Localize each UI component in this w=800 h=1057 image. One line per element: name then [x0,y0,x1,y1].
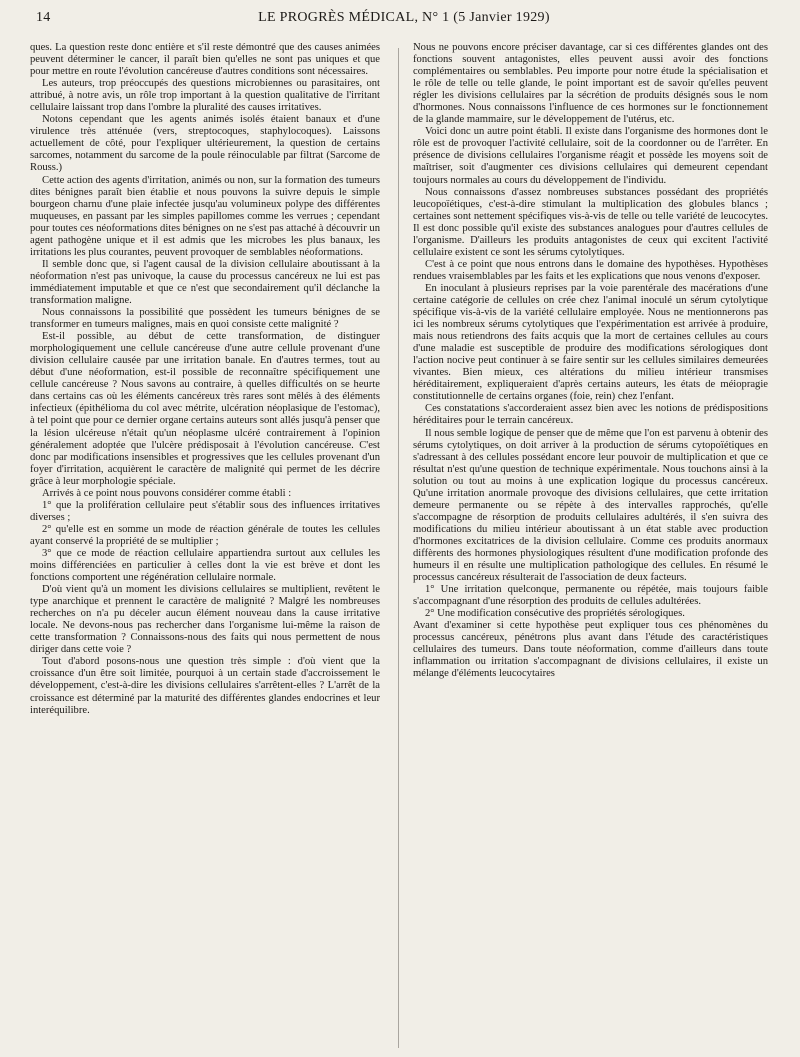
paragraph: D'où vient qu'à un moment les divisions cellulaires se multiplient, revêtent le type anarchique et prennent le caractère de malignité ? Malgré les nombreuses recherches on n'a pu déceler aucun élément nouveau dans la cause irritative locale. Ne devons-nous pas rechercher dans l'organisme lui-même la raison de cette transformation ? Connaissons-nous des faits qui nous permettent de nous diriger dans cette voie ? [30,584,380,656]
running-title: LE PROGRÈS MÉDICAL, N° 1 (5 Janvier 1929) [258,10,550,25]
paragraph: Les auteurs, trop préoccupés des questions microbiennes ou parasitaires, ont attribué, à notre avis, un rôle trop important à la question qualitative de l'irritant cellulaire laissant trop dans l'ombre la pluralité des causes irritatives. [30,78,380,114]
page-header [36,8,772,30]
paragraph: Nous ne pouvons encore préciser davantage, car si ces différentes glandes ont des fonctions souvent antagonistes, elles peuvent aussi avoir des fonctions complémentaires ou semblables. Peu importe pour notre étude la spécialisation et le rôle de telle ou telle glande, le point important est de savoir qu'elles peuvent régler les divisions cellulaires par la sécrétion de produits désignés sous le nom d'hormones. Nous connaissons l'influence de ces hormones sur le fonctionnement de la glande mammaire, sur le développement de l'utérus, etc. [413,42,768,126]
paragraph: 2° qu'elle est en somme un mode de réaction générale de toutes les cellules ayant conservé la propriété de se multiplier ; [30,523,380,547]
paragraph: Notons cependant que les agents animés isolés étaient banaux et d'une virulence très atténuée (vers, streptocoques, staphylocoques). Laissons actuellement de côté, pour l'expliquer ultérieurement, la question de certains sarcomes, notamment du sarcome de la poule réinoculable par filtrat (Sarcome de Rouss.) [30,114,380,174]
paragraph: Tout d'abord posons-nous une question très simple : d'où vient que la croissance d'un être soit limitée, pourquoi à un certain stade d'accroissement le développement, c'est-à-dire les divisions cellulaires s'arrêtent-elles ? L'arrêt de la croissance est déterminé par la maturité des différentes glandes endocrines et leur interéquilibre. [30,656,380,716]
paragraph: Cette action des agents d'irritation, animés ou non, sur la formation des tumeurs dites bénignes paraît bien établie et nous pouvons la suivre depuis le simple bourgeon charnu d'une plaie infectée jusqu'au volumineux polype des différentes muqueuses, en passant par les simples papillomes comme les verrues ; cependant pour toutes ces néoformations dites bénignes on ne s'est pas attaché à découvrir un agent pathogène unique et il est admis que les microbes les plus banaux, les irritations les plus courantes, peuvent provoquer de semblables néoformations. [30,174,380,258]
paragraph: Il semble donc que, si l'agent causal de la division cellulaire aboutissant à la néoformation n'est pas univoque, la cause du processus cancéreux ne lui est pas immédiatement imputable et que ce n'est que secondairement qu'il déclanche la transformation maligne. [30,258,380,306]
paragraph: Arrivés à ce point nous pouvons considérer comme établi : [42,487,292,499]
left-column [30,42,380,717]
paragraph: 3° que ce mode de réaction cellulaire appartiendra surtout aux cellules les moins différenciées en particulier à celles dont la vie est brève et dont les fonctions comportent une régénération cellulaire normale. [30,547,380,584]
paragraph: 1° Une irritation quelconque, permanente ou répétée, mais toujours faible s'accompagnant d'une résorption des produits de cellules adultérées. [413,584,768,608]
paragraph: Nous connaissons la possibilité que possèdent les tumeurs bénignes de se transformer en tumeurs malignes, mais en quoi consiste cette malignité ? [30,307,380,331]
paragraph: Est-il possible, au début de cette transformation, de distinguer morphologiquement une cellule cancéreuse d'une autre cellule provenant d'une division cellulaire causée par une irritation banale. En d'autres termes, tout au début d'une néoformation, est-il possible de reconnaître spécifiquement une cellule cancéreuse ? Nous savons au contraire, à quelles difficultés on se heurte dans certains cas où les éléments cancéreux très rares sont mêlés à des éléments infectieux (épithélioma du col avec métrite, ulcération néoplasique de l'estomac), à tel point que pour ce dernier organe certains auteurs sont allés jusqu'à penser que la lésion ulcéreuse n'était qu'un néoplasme ulcéré contrairement à l'opinion généralement adoptée que l'ulcère prédisposait à l'évolution cancéreuse. C'est donc par modifications insensibles et progressives que les cellules provenant d'un foyer d'irritation, acquièrent le caractère de malignité qui permet de les décrire grâce à leur morphologie spéciale. [30,331,381,487]
paragraph: C'est à ce point que nous entrons dans le domaine des hypothèses. Hypothèses rendues vraisemblables par les faits et les explications que nous venons d'exposer. [413,258,768,282]
paragraph: 1° que la prolifération cellulaire peut s'établir sous des influences irritatives diverses ; [30,499,380,523]
paragraph: 2° Une modification consécutive des propriétés sérologiques. [425,608,685,620]
paragraph: En inoculant à plusieurs reprises par la voie parentérale des macérations d'une certaine catégorie de cellules on crée chez l'animal inoculé un sérum cytolytique spécifique vis-à-vis de la variété cellulaire employée. Nous ne mentionnerons pas ici les nombreux sérums cytolytiques que l'expérimentation est arrivée à produire, mais nous retiendrons des faits acquis que la mort de certaines cellules au cours d'une maladie est susceptible de produire des modifications sérologiques dont l'action nocive peut continuer à se faire sentir sur les cellules similaires demeurées vivantes. Bien mieux, ces altérations du milieu intérieur transmises héréditairement, expliqueraient d'après certains auteurs, les états de méiopragie constitutionnelle de certains organes (foie, rein) chez l'enfant. [413,282,768,403]
paragraph: Voici donc un autre point établi. Il existe dans l'organisme des hormones dont le rôle est de provoquer l'activité cellulaire, soit de la coordonner ou de l'arrêter. En présence de divisions cellulaires l'organisme réagit et possède les moyens soit de maîtriser, soit d'augmenter ces divisions cellulaires qui demeurent cependant toujours normales au cours du développement de l'individu. [413,126,768,186]
paragraph: Nous connaissons d'assez nombreuses substances possédant des propriétés leucopoïétiques, c'est-à-dire stimulant la multiplication des globules blancs ; certaines sont nettement spécifiques vis-à-vis de telle ou telle variété de leucocytes. Il est donc possible qu'il existe des substances analogues pour d'autres cellules de l'organisme. D'ailleurs les produits antagonistes de ceux qui excitent l'activité cellulaire existent ce sont les sérums cytolytiques. [413,186,768,258]
paragraph: Il nous semble logique de penser que de même que l'on est parvenu à obtenir des sérums cytolytiques, on doit arriver à la production de sérums cytopoïétiques en s'adressant à des cellules possédant encore leur pouvoir de multiplication et que ce résultat n'est qu'une question de technique expérimentale. Nous touchons ainsi à la solution ou tout au moins à une explication logique du processus cancéreux. Qu'une irritation anormale provoque des divisions cellulaires, que cette irritation demeure permanente ou se répète à des intervalles rapprochés, qu'elle s'accompagne de résorption de produits cellulaires adultérés, il s'en suivra des modifications du milieu intérieur aboutissant à un état stable avec production d'hormones excitatrices de la division cellulaire. Comme ces produits anormaux diffèrents des hormones physiologiques résultent d'une modification profonde des humeurs il en résulte une multiplication pathologique des cellules. En résumé le processus cancéreux résulterait de l'association de deux facteurs. [413,427,768,584]
paragraph: Ces constatations s'accorderaient assez bien avec les notions de prédispositions héréditaires pour le terrain cancéreux. [413,403,768,427]
paragraph: ques. La question reste donc entière et s'il reste démontré que des causes animées peuvent déterminer le cancer, il paraît bien qu'elles ne sont pas uniques et que pour mettre en route l'évolution cancéreuse d'autres conditions sont nécessaires. [30,42,380,78]
column-divider [398,48,399,1048]
right-column [413,42,768,680]
paragraph: Avant d'examiner si cette hypothèse peut expliquer tous ces phénomènes du processus cancéreux, pénétrons plus avant dans l'étude des caractéristiques cellulaires des tumeurs. Dans toute néoformation, comme d'ailleurs dans toute inflammation ou irritation s'accompagnant de divisions cellulaires, il existe un mélange d'éléments leucocytaires [413,620,768,680]
page-number: 14 [36,10,51,25]
